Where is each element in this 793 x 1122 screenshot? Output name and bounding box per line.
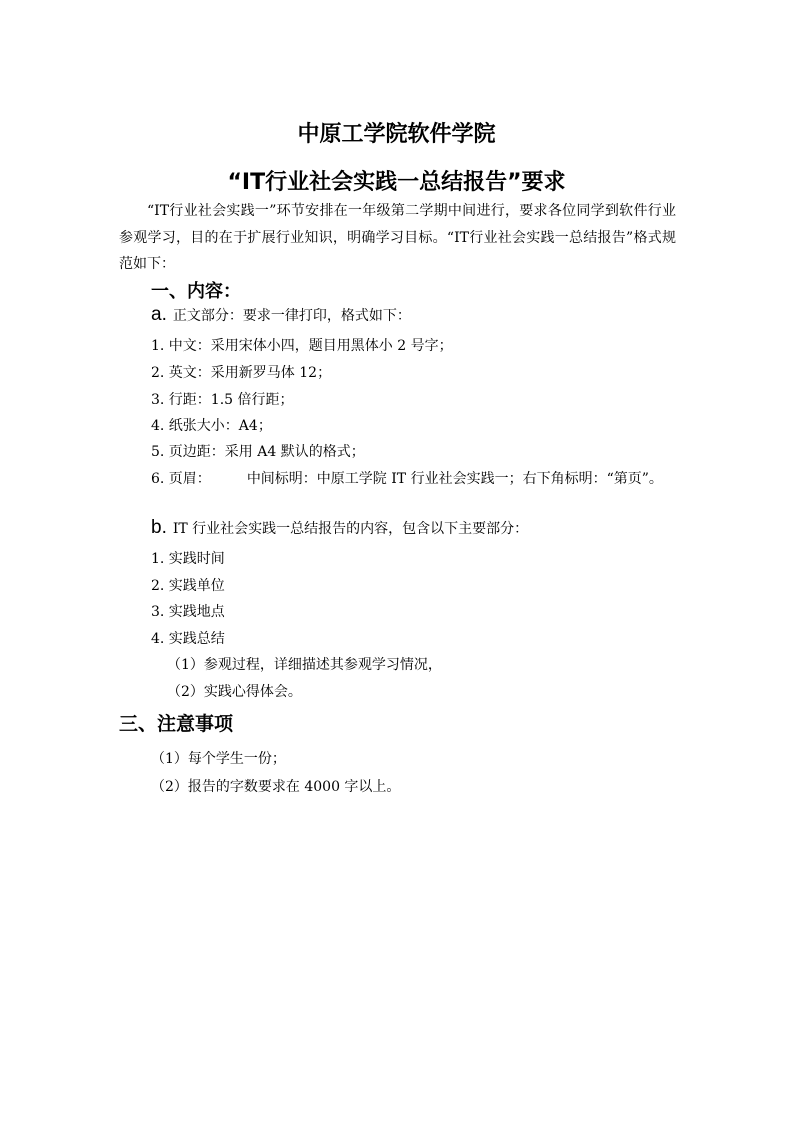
subsection-a-text: 正文部分：要求一律打印，格式如下： bbox=[172, 308, 411, 324]
subsection-b-marker: b. bbox=[151, 517, 167, 538]
format-item-2: 2. 英文：采用新罗马体 12； bbox=[151, 365, 332, 381]
content-item-1: 1. 实践时间 bbox=[151, 551, 225, 567]
intro-paragraph: “IT行业社会实践一”环节安排在一年级第二学期中间进行，要求各位同学到软件行业参观学习，目的在于扩展行业知识，明确学习目标。“IT行业社会实践一总结报告”格式规范如下： bbox=[119, 203, 676, 272]
note-item-2: （2）报告的字数要求在 4000 字以上。 bbox=[151, 779, 401, 795]
format-item-6 bbox=[119, 466, 676, 492]
format-item-4: 4. 纸张大小：A4； bbox=[151, 418, 272, 434]
subsection-a bbox=[151, 304, 411, 326]
content-item-2: 2. 实践单位 bbox=[151, 578, 225, 594]
section-heading-content: 一、内容： bbox=[151, 281, 241, 302]
document-subtitle: “IT行业社会实践一总结报告”要求 bbox=[227, 170, 566, 195]
content-item-3: 3. 实践地点 bbox=[151, 604, 225, 620]
format-item-5: 5. 页边距：采用 A4 默认的格式； bbox=[151, 444, 365, 460]
format-item-1: 1. 中文：采用宋体小四，题目用黑体小 2 号字； bbox=[151, 338, 453, 354]
format-item-6-label: 6. 页眉： bbox=[151, 471, 211, 487]
content-item-4: 4. 实践总结 bbox=[151, 631, 225, 647]
format-item-3: 3. 行距：1.5 倍行距； bbox=[151, 392, 294, 408]
subsection-b-text: IT 行业社会实践一总结报告的内容，包含以下主要部分： bbox=[172, 521, 529, 537]
subsection-a-marker: a. bbox=[151, 304, 167, 325]
format-item-6-text: 中间标明：中原工学院 IT 行业社会实践一；右下角标明：“第页”。 bbox=[246, 471, 663, 487]
content-subitem-2: （2）实践心得体会。 bbox=[167, 684, 302, 700]
content-subitem-1: （1）参观过程，详细描述其参观学习情况， bbox=[167, 657, 442, 673]
subsection-b bbox=[151, 517, 528, 539]
section-heading-notes: 三、注意事项 bbox=[119, 713, 234, 735]
document-title: 中原工学院软件学院 bbox=[297, 122, 496, 147]
note-item-1: （1）每个学生一份； bbox=[151, 751, 286, 767]
